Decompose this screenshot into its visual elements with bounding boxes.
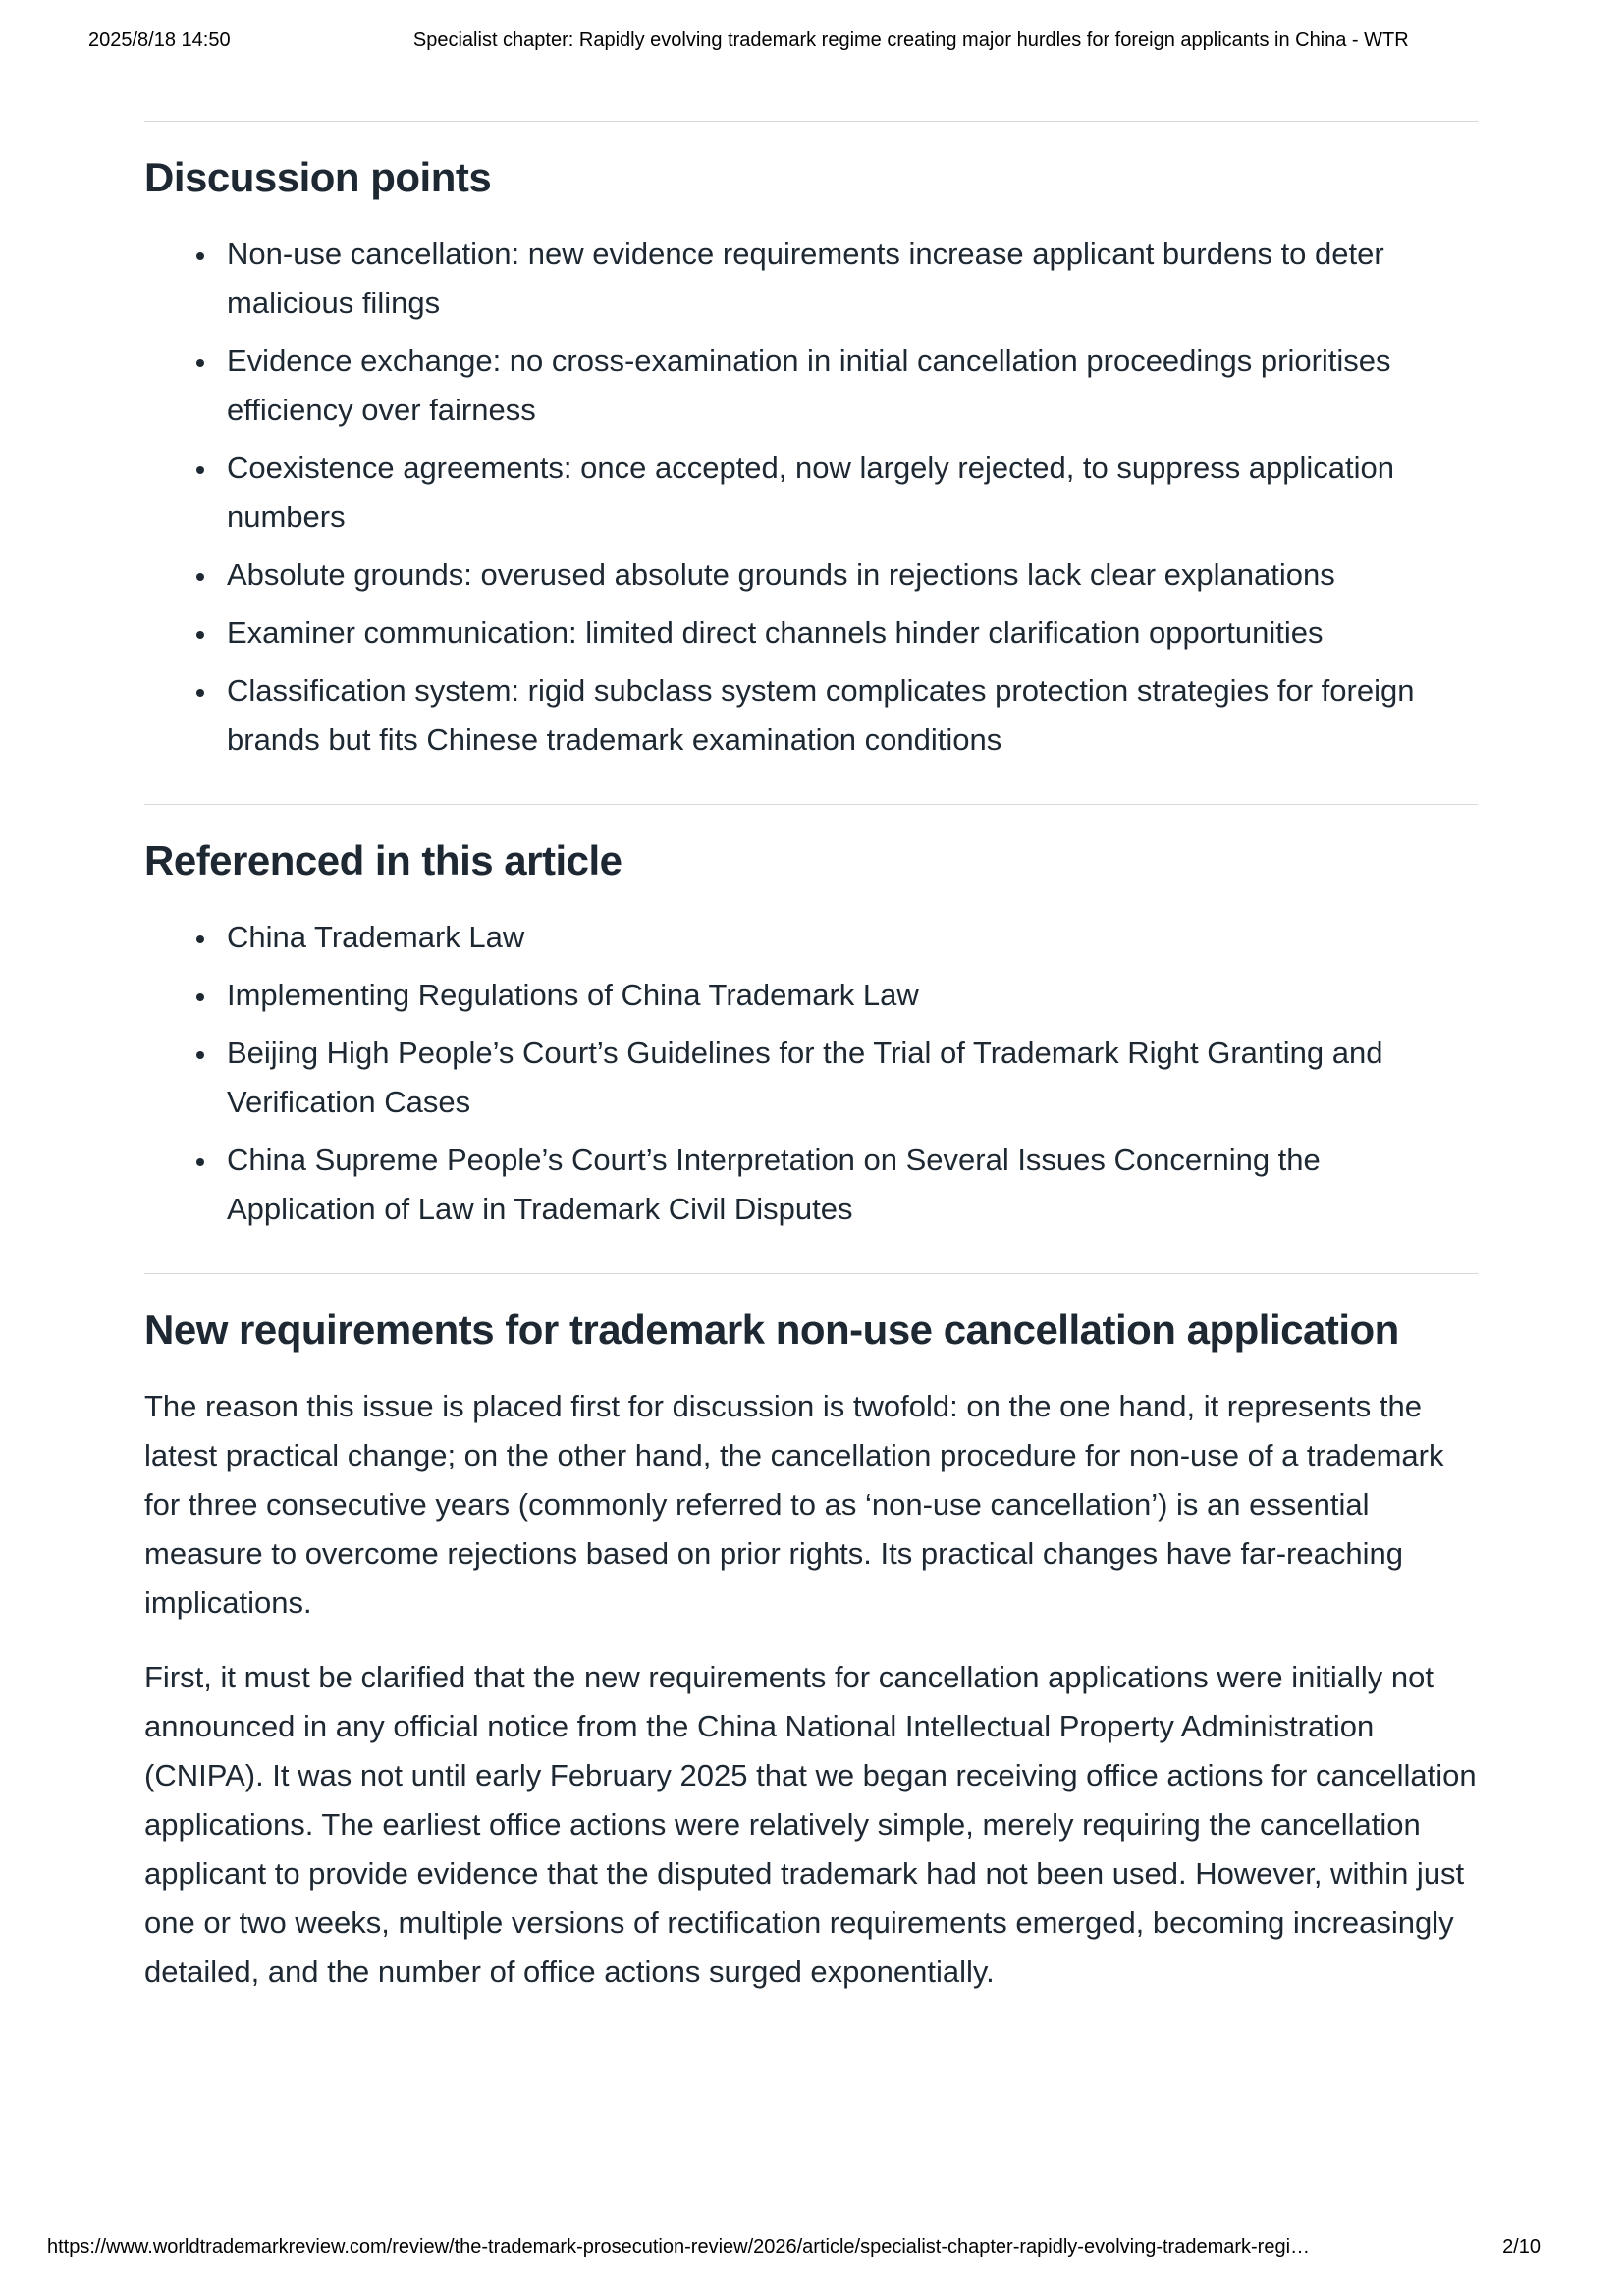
discussion-points-list: [144, 230, 1478, 765]
paragraph: First, it must be clarified that the new requirements for cancellation applications were initially not announced in any official notice from the China National Intellectual Property Administration (CNIPA). It was not until early February 2025 that we began receiving office actions for cancellation applications. The earliest office actions were relatively simple, merely requiring the cancellation applicant to provide evidence that the disputed trademark had not been used. However, within just one or two weeks, multiple versions of rectification requirements emerged, becoming increasingly detailed, and the number of office actions surged exponentially.: [144, 1660, 1477, 1989]
referenced-section: [144, 834, 1478, 1234]
article-content: [144, 121, 1478, 2022]
footer-url: https://www.worldtrademarkreview.com/review/the-trademark-prosecution-review/2026/article/specialist-chapter-rapidly-evolving-trademark-regi…: [47, 2236, 1311, 2258]
article-section-title: New requirements for trademark non-use cancellation application: [144, 1307, 1399, 1353]
page-footer: [47, 2236, 1541, 2259]
page-indicator: 2/10: [1502, 2236, 1541, 2258]
list-item: • Non-use cancellation: new evidence requirements increase applicant burdens to deter malicious filings: [219, 230, 1478, 328]
discussion-points-section: [144, 151, 1478, 765]
article-body-section: [144, 1304, 1478, 1997]
list-item: • Examiner communication: limited direct channels hinder clarification opportunities: [219, 609, 1478, 658]
list-item: • Implementing Regulations of China Trademark Law: [219, 971, 1478, 1020]
paragraph: The reason this issue is placed first for discussion is twofold: on the one hand, it represents the latest practical change; on the other hand, the cancellation procedure for non-use of a trademark for three consecutive years (commonly referred to as ‘non-use cancellation’) is an essential measure to overcome rejections based on prior rights. Its practical changes have far-reaching implications.: [144, 1389, 1444, 1620]
referenced-title: Referenced in this article: [144, 837, 622, 883]
list-item: • Absolute grounds: overused absolute grounds in rejections lack clear explanations: [219, 551, 1478, 600]
list-item: • China Supreme People’s Court’s Interpretation on Several Issues Concerning the Application of Law in Trademark Civil Disputes: [219, 1136, 1478, 1234]
list-item: • Beijing High People’s Court’s Guidelines for the Trial of Trademark Right Granting and Verification Cases: [219, 1029, 1478, 1127]
list-item: • Evidence exchange: no cross-examination in initial cancellation proceedings prioritises efficiency over fairness: [219, 337, 1478, 435]
header-datetime: 2025/8/18 14:50: [88, 29, 231, 51]
list-item: • China Trademark Law: [219, 913, 1478, 962]
page-header: [88, 29, 1533, 52]
section-divider: [144, 1273, 1478, 1274]
discussion-points-title: Discussion points: [144, 154, 492, 200]
referenced-list: [144, 913, 1478, 1234]
list-item: • Coexistence agreements: once accepted, now largely rejected, to suppress application numbers: [219, 444, 1478, 542]
section-divider: [144, 804, 1478, 805]
section-divider: [144, 121, 1478, 122]
header-document-title: Specialist chapter: Rapidly evolving trademark regime creating major hurdles for foreign applicants in China - WTR: [412, 29, 1409, 51]
list-item: • Classification system: rigid subclass system complicates protection strategies for foreign brands but fits Chinese trademark examination conditions: [219, 667, 1478, 765]
